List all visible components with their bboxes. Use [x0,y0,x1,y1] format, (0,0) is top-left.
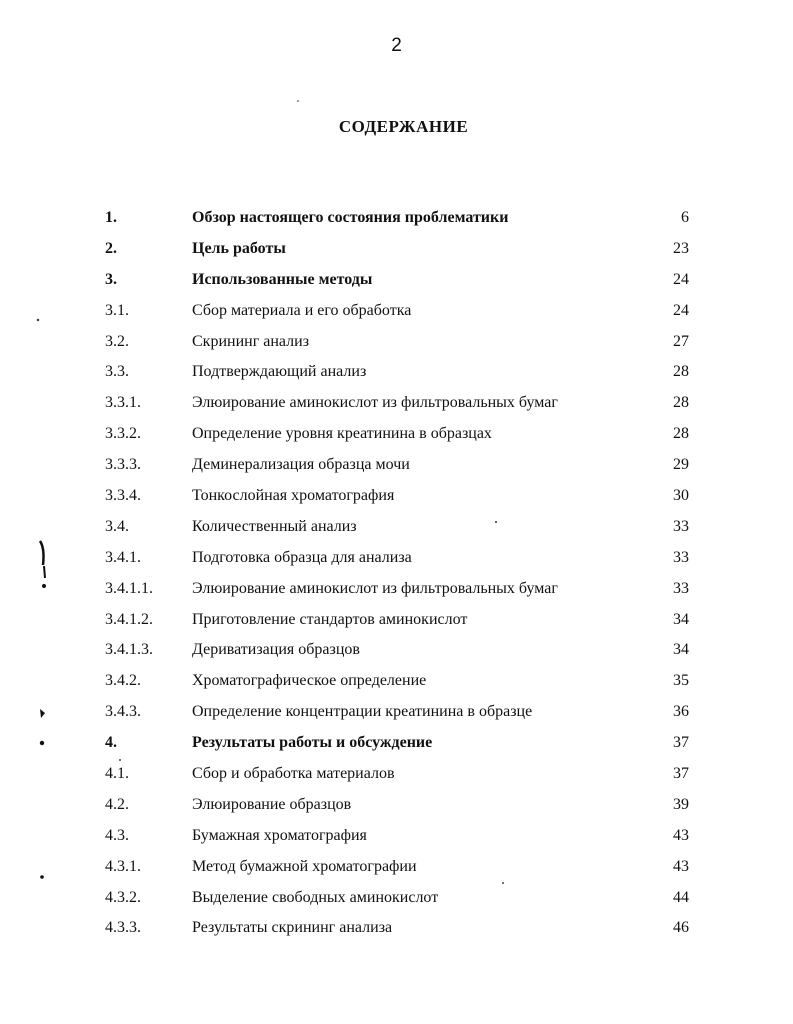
toc-section-number: 3.4.1. [105,548,141,566]
toc-page-number: 34 [673,641,689,659]
toc-row [0,234,793,265]
page-title: СОДЕРЖАНИЕ [338,117,469,136]
toc-section-number: 3.3.2. [105,425,141,443]
scan-speck [297,100,299,102]
toc-section-title: Дериватизация образцов [192,641,360,659]
toc-section-number: 4. [105,734,117,752]
toc-page-number: 44 [673,888,689,906]
page-number: 2 [391,35,402,56]
toc-row [0,481,793,512]
toc-page-number: 24 [673,301,689,319]
toc-section-number: 4.3. [105,826,129,844]
toc-row [0,574,793,605]
toc-section-title: Цель работы [192,239,286,257]
toc-section-title: Скрининг анализ [192,332,310,350]
toc-section-title: Тонкослойная хроматография [192,487,395,505]
toc-page-number: 33 [673,579,689,597]
toc-section-title: Метод бумажной хроматографии [192,857,417,875]
toc-row [0,419,793,450]
toc-section-number: 3.4.2. [105,672,141,690]
toc-section-number: 3.4.1.3. [105,641,153,659]
toc-section-title: Результаты работы и обсуждение [192,734,433,752]
toc-row [0,883,793,914]
toc-section-title: Сбор материала и его обработка [192,301,412,319]
toc-section-title: Приготовление стандартов аминокислот [192,610,468,628]
toc-section-title: Деминерализация образца мочи [192,456,410,474]
toc-row [0,759,793,790]
toc-section-number: 3.3.1. [105,394,141,412]
toc-page-number: 28 [673,425,689,443]
toc-page-number: 43 [673,826,689,844]
toc-page-number: 37 [673,734,689,752]
toc-section-number: 4.3.3. [105,919,141,937]
toc-row [0,296,793,327]
toc-section-number: 3.3.3. [105,456,141,474]
toc-page-number: 23 [673,239,689,257]
toc-row [0,450,793,481]
toc-section-number: 4.1. [105,765,129,783]
toc-section-number: 3.4.1.1. [105,579,153,597]
toc-section-number: 3. [105,270,117,288]
toc-row [0,388,793,419]
toc-page-number: 28 [673,394,689,412]
toc-section-title: Элюирование образцов [192,795,352,813]
toc-page-number: 33 [673,548,689,566]
toc-section-title: Использованные методы [192,270,373,288]
toc-row [0,913,793,944]
toc-row [0,265,793,296]
toc-page-number: 46 [673,919,689,937]
toc-section-title: Элюирование аминокислот из фильтровальных бумаг [192,394,558,412]
toc-section-number: 3.3. [105,363,129,381]
toc-section-title: Хроматографическое определение [192,672,427,690]
toc-section-number: 3.2. [105,332,129,350]
toc-section-title: Бумажная хроматография [192,826,367,844]
toc-section-title: Подтверждающий анализ [192,363,367,381]
toc-section-number: 4.3.1. [105,857,141,875]
toc-page-number: 37 [673,765,689,783]
toc-page-number: 29 [673,456,689,474]
toc-page-number: 36 [673,703,689,721]
toc-section-number: 3.4.1.2. [105,610,153,628]
toc-row [0,821,793,852]
toc-section-title: Обзор настоящего состояния проблематики [192,209,509,226]
toc-page-number: 30 [673,487,689,505]
toc-row [0,203,793,234]
toc-row [0,543,793,574]
toc-section-number: 4.2. [105,795,129,813]
toc-page-number: 35 [673,672,689,690]
toc-section-number: 1. [105,209,117,226]
toc-page-number: 6 [681,209,689,226]
toc-section-number: 4.3.2. [105,888,141,906]
toc-page-number: 27 [673,332,689,350]
toc-row [0,357,793,388]
toc-row [0,697,793,728]
toc-page-number: 39 [673,795,689,813]
toc-section-number: 3.4. [105,517,129,535]
toc-page-number: 34 [673,610,689,628]
toc-row [0,512,793,543]
toc-section-title: Определение концентрации креатинина в образце [192,703,533,721]
toc-page-number: 43 [673,857,689,875]
toc-section-number: 2. [105,239,117,257]
toc-page-number: 24 [673,270,689,288]
toc-row [0,327,793,358]
toc-page-number: 28 [673,363,689,381]
toc-row [0,635,793,666]
toc-row [0,605,793,636]
toc-row [0,790,793,821]
toc-page-number: 33 [673,517,689,535]
toc-section-title: Количественный анализ [192,517,357,535]
toc-row [0,728,793,759]
table-of-contents [0,203,793,944]
toc-section-title: Выделение свободных аминокислот [192,888,439,906]
toc-section-title: Подготовка образца для анализа [192,548,412,566]
toc-section-title: Определение уровня креатинина в образцах [192,425,492,443]
toc-row [0,666,793,697]
toc-section-title: Элюирование аминокислот из фильтровальных бумаг [192,579,558,597]
toc-section-number: 3.4.3. [105,703,141,721]
toc-section-number: 3.1. [105,301,129,319]
toc-section-title: Результаты скрининг анализа [192,919,393,937]
toc-section-number: 3.3.4. [105,487,141,505]
toc-section-title: Сбор и обработка материалов [192,765,395,783]
toc-row [0,852,793,883]
